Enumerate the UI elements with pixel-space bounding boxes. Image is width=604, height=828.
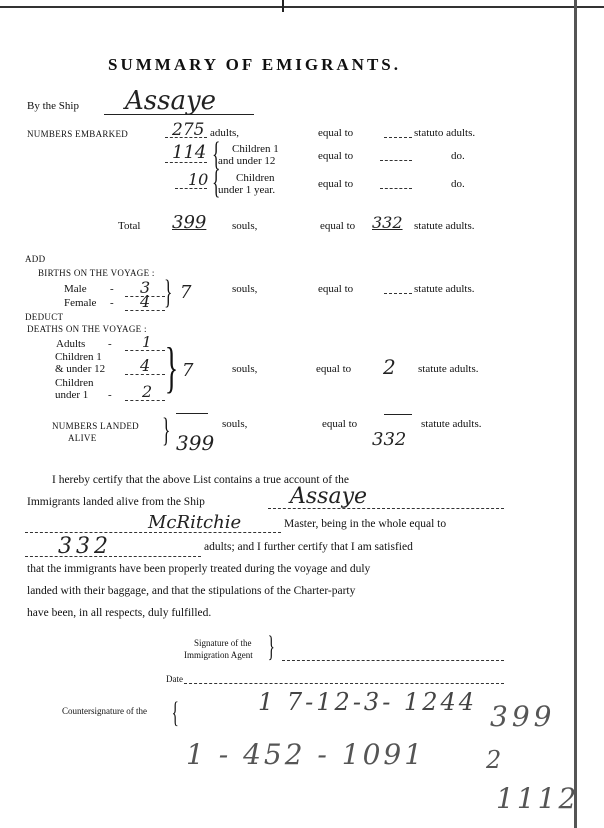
cert-line-7: have been, in all respects, duly fulfilled. bbox=[27, 607, 212, 619]
embarked-adults-line bbox=[165, 137, 207, 138]
landed-equal: equal to bbox=[322, 418, 358, 430]
embarked-infants-unit-1: Children bbox=[236, 172, 275, 184]
infants-brace: { bbox=[212, 164, 221, 201]
deaths-infants-line bbox=[125, 400, 165, 401]
births-unit: souls, bbox=[232, 283, 258, 295]
deaths-total-value: 7 bbox=[182, 360, 194, 381]
embarked-infants-equal-line bbox=[380, 188, 412, 189]
births-total-value: 7 bbox=[180, 282, 192, 303]
female-value: 4 bbox=[140, 292, 151, 311]
signature-label-1: Signature of the bbox=[194, 638, 252, 648]
cert-line-5: that the immigrants have been properly treated during the voyage and duly bbox=[27, 563, 371, 575]
cert-adults-value: 332 bbox=[58, 534, 112, 559]
births-brace: } bbox=[164, 274, 173, 311]
male-value: 3 bbox=[140, 278, 151, 297]
deaths-equal: equal to bbox=[316, 363, 352, 375]
total-suffix: statute adults. bbox=[414, 220, 475, 232]
deaths-children-line bbox=[125, 374, 165, 375]
margin-note-1: 1 7-12-3- 1244 bbox=[258, 688, 478, 716]
margin-note-5: 1112 bbox=[496, 782, 580, 815]
page-title: SUMMARY OF EMIGRANTS. bbox=[108, 55, 401, 74]
margin-note-4: 2 bbox=[486, 746, 502, 774]
landed-value: 399 bbox=[176, 431, 215, 455]
cert-master-name: McRitchie bbox=[148, 512, 242, 533]
female-label: Female bbox=[64, 297, 97, 309]
births-equal: equal to bbox=[318, 283, 354, 295]
landed-label-2: ALIVE bbox=[68, 433, 97, 443]
deaths-children-label-1: Children 1 bbox=[55, 351, 102, 363]
cert-line-3: Master, being in the whole equal to bbox=[284, 518, 447, 530]
embarked-infants-equal: equal to bbox=[318, 178, 354, 190]
deaths-infants-label-2: under 1 bbox=[55, 389, 89, 401]
landed-brace: } bbox=[162, 412, 171, 449]
landed-label-1: NUMBERS LANDED bbox=[52, 421, 139, 431]
deaths-adults-line bbox=[125, 350, 165, 351]
female-line bbox=[125, 310, 165, 311]
male-dash: - bbox=[110, 283, 114, 295]
deaths-infants-label-1: Children bbox=[55, 377, 94, 389]
deaths-label: DEATHS ON THE VOYAGE : bbox=[27, 324, 147, 334]
children-brace: { bbox=[212, 136, 221, 173]
signature-brace: } bbox=[267, 630, 275, 663]
embarked-adults-unit: adults, bbox=[210, 127, 240, 139]
embarked-adults-equal-line bbox=[384, 137, 412, 138]
embarked-infants-value: 10 bbox=[188, 170, 209, 189]
cert-master-line bbox=[25, 532, 281, 533]
margin-note-3: 1 - 452 - 1091 bbox=[186, 738, 426, 771]
embarked-children-unit-2: and under 12 bbox=[218, 155, 276, 167]
embarked-children-unit-1: Children 1 bbox=[232, 143, 279, 155]
landed-suffix: statute adults. bbox=[421, 418, 482, 430]
signature-line bbox=[282, 660, 504, 661]
cert-line-1: I hereby certify that the above List contains a true account of the bbox=[52, 474, 349, 486]
deaths-children-value: 4 bbox=[140, 356, 151, 375]
countersig-label: Countersignature of the bbox=[62, 706, 147, 716]
date-label: Date bbox=[166, 674, 183, 684]
right-edge bbox=[574, 0, 577, 828]
embarked-children-equal: equal to bbox=[318, 150, 354, 162]
ship-label: By the Ship bbox=[27, 100, 79, 112]
top-rule bbox=[0, 0, 604, 8]
top-tick bbox=[282, 0, 284, 12]
deaths-adults-label: Adults bbox=[56, 338, 86, 350]
add-label: ADD bbox=[25, 254, 46, 264]
embarked-infants-unit-2: under 1 year. bbox=[218, 184, 276, 196]
margin-note-2: 399 bbox=[490, 700, 556, 733]
deaths-infants-value: 2 bbox=[142, 382, 153, 401]
deaths-infants-dash: - bbox=[108, 389, 112, 401]
landed-equal-value: 332 bbox=[372, 429, 407, 450]
total-equal-value: 332 bbox=[372, 213, 403, 232]
date-line bbox=[184, 683, 504, 684]
cert-line-4: adults; and I further certify that I am satisfied bbox=[204, 541, 413, 553]
landed-unit: souls, bbox=[222, 418, 248, 430]
embarked-infants-suffix: do. bbox=[451, 178, 465, 190]
embarked-adults-value: 275 bbox=[172, 120, 205, 140]
cert-line-6: landed with their baggage, and that the stipulations of the Charter-party bbox=[27, 585, 356, 597]
births-label: BIRTHS ON THE VOYAGE : bbox=[38, 268, 155, 278]
total-unit: souls, bbox=[232, 220, 258, 232]
births-suffix: statute adults. bbox=[414, 283, 475, 295]
total-label: Total bbox=[118, 220, 141, 232]
deaths-brace: } bbox=[164, 337, 179, 399]
deaths-equal-value: 2 bbox=[383, 355, 396, 379]
landed-top-line bbox=[176, 413, 208, 414]
deaths-adults-dash: - bbox=[108, 338, 112, 350]
embarked-adults-equal: equal to bbox=[318, 127, 354, 139]
ship-name: Assaye bbox=[125, 86, 217, 116]
births-equal-line bbox=[384, 293, 412, 294]
cert-adults-line bbox=[25, 556, 201, 557]
deaths-unit: souls, bbox=[232, 363, 258, 375]
deaths-adults-value: 1 bbox=[142, 333, 152, 351]
ship-underline bbox=[104, 114, 254, 115]
embarked-label: NUMBERS EMBARKED bbox=[27, 129, 129, 139]
cert-ship-line bbox=[268, 508, 504, 509]
embarked-children-value: 114 bbox=[172, 142, 207, 163]
cert-line-2: Immigrants landed alive from the Ship bbox=[27, 496, 205, 508]
female-dash: - bbox=[110, 297, 114, 309]
male-label: Male bbox=[64, 283, 87, 295]
landed-equal-line bbox=[384, 414, 412, 415]
embarked-children-equal-line bbox=[380, 160, 412, 161]
embarked-adults-suffix: statuto adults. bbox=[414, 127, 476, 139]
signature-label-2: Immigration Agent bbox=[184, 650, 253, 660]
countersig-brace: { bbox=[171, 696, 179, 729]
deaths-children-label-2: & under 12 bbox=[55, 363, 106, 375]
embarked-children-line bbox=[165, 162, 207, 163]
embarked-infants-line bbox=[175, 188, 207, 189]
deaths-suffix: statute adults. bbox=[418, 363, 479, 375]
embarked-children-suffix: do. bbox=[451, 150, 465, 162]
deduct-label: DEDUCT bbox=[25, 312, 64, 322]
total-equal: equal to bbox=[320, 220, 356, 232]
cert-ship-name: Assaye bbox=[290, 484, 368, 509]
total-value: 399 bbox=[172, 212, 207, 233]
